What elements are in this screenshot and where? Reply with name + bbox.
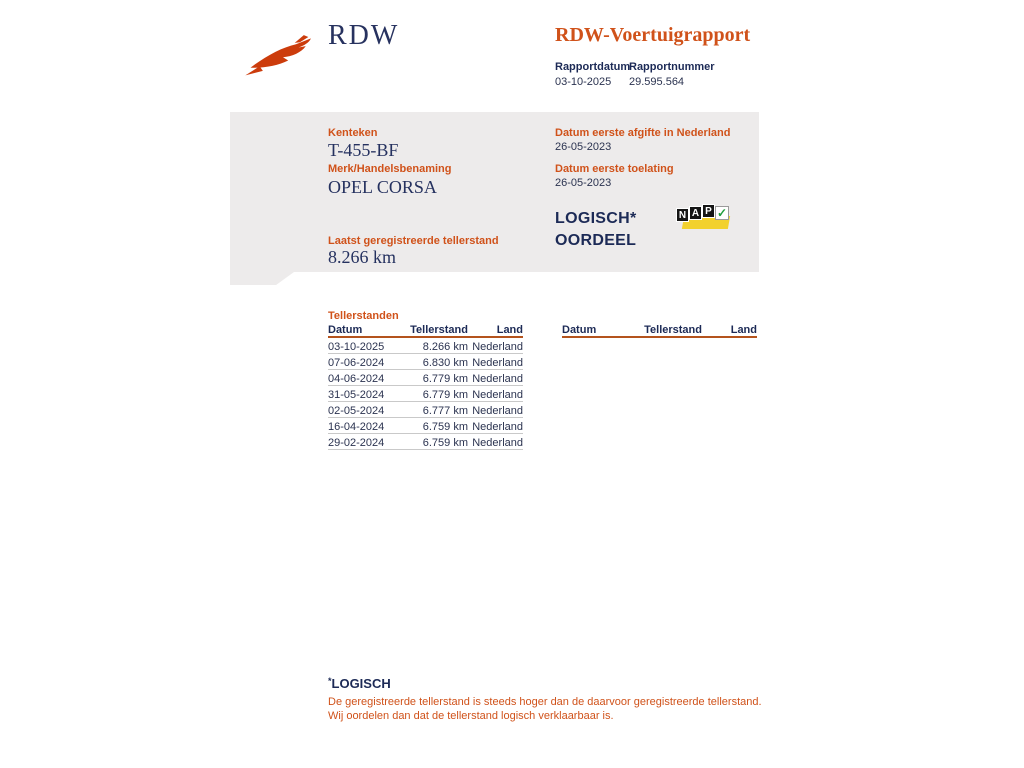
cell-datum: 07-06-2024 <box>328 357 385 369</box>
cell-tellerstand: 6.777 km <box>422 405 468 417</box>
eerste-afgifte-value: 26-05-2023 <box>555 141 612 153</box>
cell-datum: 04-06-2024 <box>328 373 385 385</box>
cell-tellerstand: 6.830 km <box>422 357 468 369</box>
nap-letter-p: P <box>702 204 715 218</box>
col-tellerstand: Tellerstand <box>644 324 702 336</box>
table-header-row <box>328 323 523 338</box>
table-row <box>328 338 523 354</box>
cell-land: Nederland <box>472 373 523 385</box>
kenteken-label: Kenteken <box>328 127 378 139</box>
col-datum: Datum <box>562 324 597 336</box>
page-title: RDW-Voertuigrapport <box>555 24 751 46</box>
cell-tellerstand: 6.759 km <box>422 437 468 449</box>
report-date-label: Rapportdatum <box>555 61 631 73</box>
cell-tellerstand: 8.266 km <box>422 341 468 353</box>
cell-datum: 02-05-2024 <box>328 405 385 417</box>
eerste-toelating-value: 26-05-2023 <box>555 177 612 189</box>
table-row <box>328 418 523 434</box>
cell-land: Nederland <box>472 341 523 353</box>
footnote-text: De geregistreerde tellerstand is steeds hoger dan de daarvoor geregistreerde tellerstand. Wij oordelen dan dat de tellerstand logisch verklaarbaar is. <box>328 696 762 722</box>
nap-letter-a: A <box>689 206 702 220</box>
tellerstanden-table-left <box>328 323 523 450</box>
report-date-value: 03-10-2025 <box>555 76 612 88</box>
cell-datum: 03-10-2025 <box>328 341 385 353</box>
eerste-toelating-label: Datum eerste toelating <box>555 163 674 175</box>
cell-land: Nederland <box>472 357 523 369</box>
eerste-afgifte-label: Datum eerste afgifte in Nederland <box>555 127 731 139</box>
col-datum: Datum <box>328 324 363 336</box>
footnote-title <box>328 676 391 691</box>
nap-letter-n: N <box>676 208 689 222</box>
cell-datum: 16-04-2024 <box>328 421 385 433</box>
table-row <box>328 402 523 418</box>
tellerstanden-table-right <box>562 323 757 338</box>
cell-tellerstand: 6.779 km <box>422 373 468 385</box>
kenteken-value: T-455-BF <box>328 140 399 160</box>
rdw-wing-logo-icon <box>244 26 322 78</box>
merk-label: Merk/Handelsbenaming <box>328 163 452 175</box>
cell-land: Nederland <box>472 437 523 449</box>
cell-tellerstand: 6.759 km <box>422 421 468 433</box>
col-tellerstand: Tellerstand <box>410 324 468 336</box>
nap-logo <box>676 203 732 233</box>
col-land: Land <box>730 324 757 336</box>
summary-panel-tab <box>230 272 294 285</box>
cell-datum: 31-05-2024 <box>328 389 385 401</box>
report-number-label: Rapportnummer <box>629 61 715 73</box>
table-row <box>328 370 523 386</box>
tellerstanden-section-title: Tellerstanden <box>328 310 399 322</box>
footnote-asterisk: * <box>328 676 332 686</box>
cell-datum: 29-02-2024 <box>328 437 385 449</box>
cell-land: Nederland <box>472 421 523 433</box>
nap-checkmark-icon: ✓ <box>716 206 728 220</box>
oordeel-line2: OORDEEL <box>555 232 637 249</box>
rdw-logo-wordmark: RDW <box>328 20 400 51</box>
report-number-value: 29.595.564 <box>629 76 685 88</box>
laatste-tellerstand-value: 8.266 km <box>328 247 397 267</box>
cell-tellerstand: 6.779 km <box>422 389 468 401</box>
merk-value: OPEL CORSA <box>328 177 437 197</box>
table-row <box>328 386 523 402</box>
cell-land: Nederland <box>472 389 523 401</box>
cell-land: Nederland <box>472 405 523 417</box>
oordeel-line1: LOGISCH* <box>555 210 637 227</box>
laatste-tellerstand-label: Laatst geregistreerde tellerstand <box>328 235 499 247</box>
table-row <box>328 434 523 450</box>
table-row <box>328 354 523 370</box>
col-land: Land <box>496 324 523 336</box>
footnote-title-text: LOGISCH <box>331 676 391 691</box>
table-header-row <box>562 323 757 338</box>
